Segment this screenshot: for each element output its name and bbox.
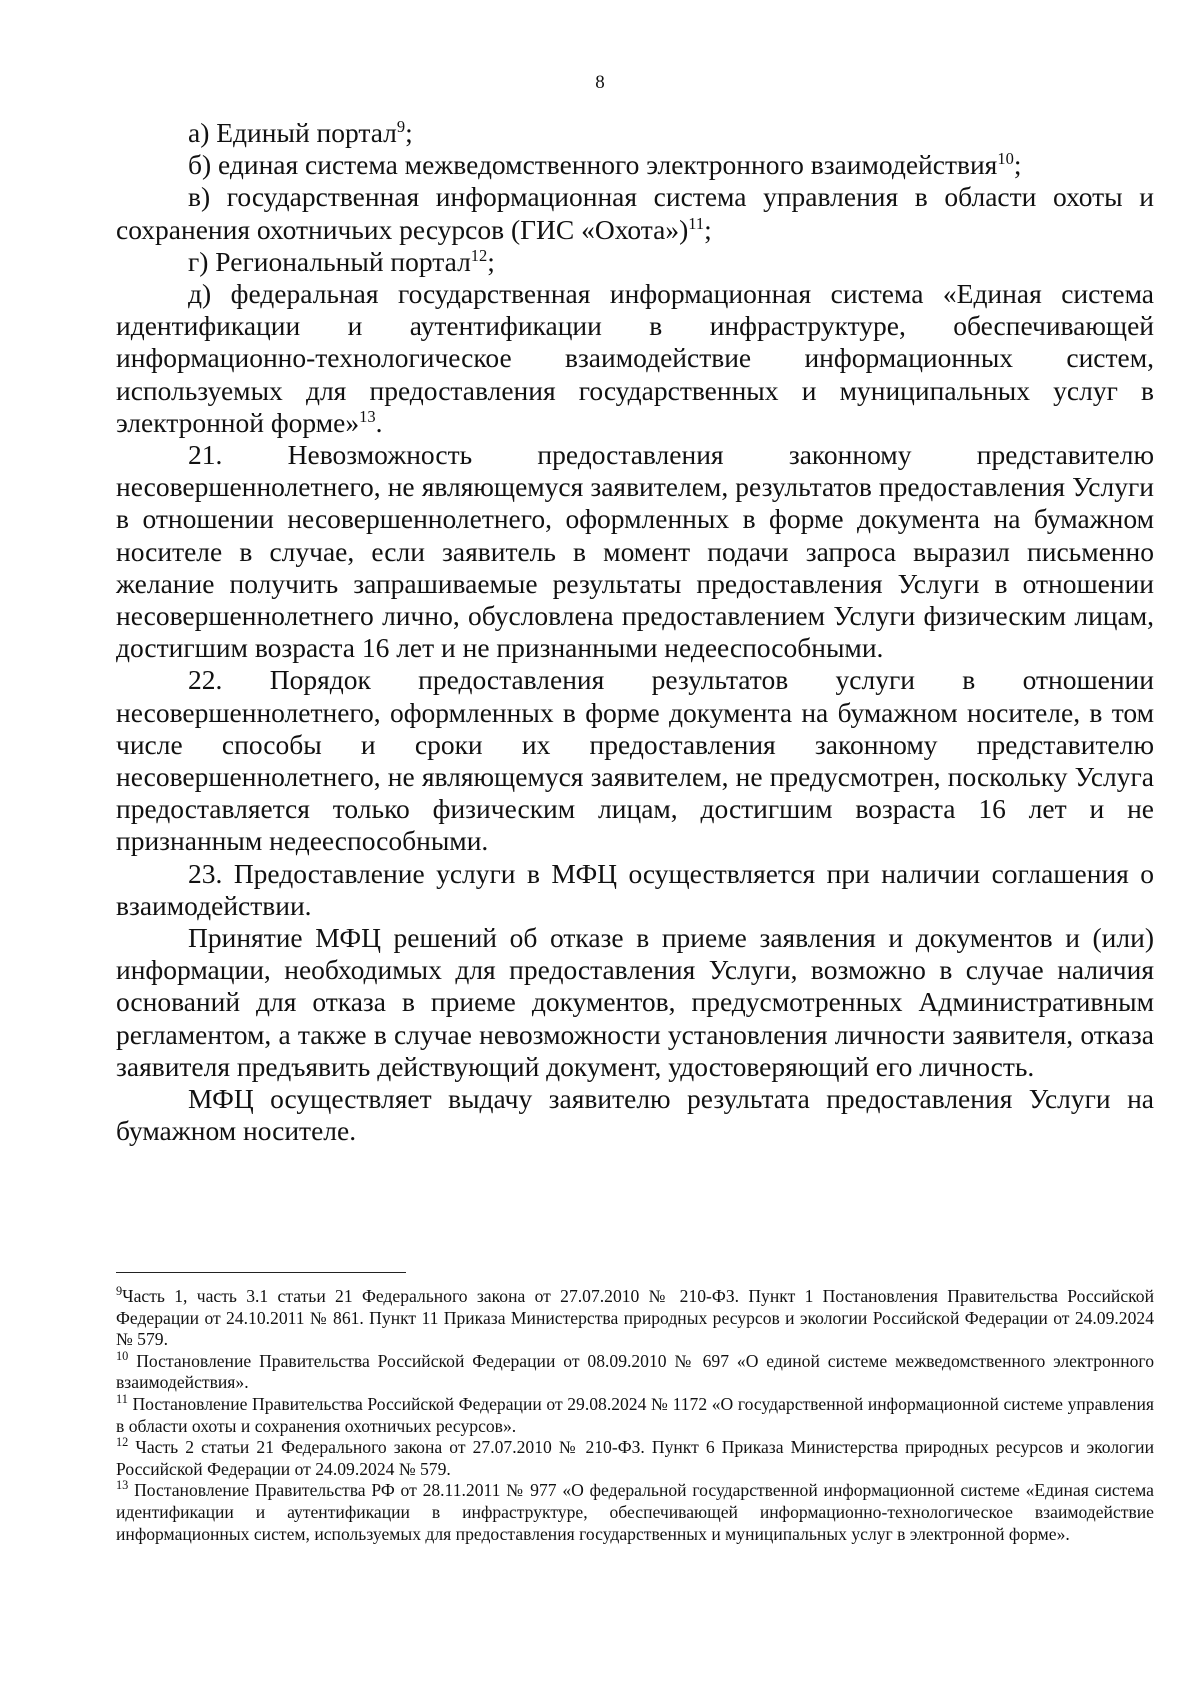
paragraph-text: в) государственная информационная система управления в области охоты и сохранения охотничьих ресурсов (ГИС «Охота») bbox=[116, 181, 1154, 245]
footnote-number: 13 bbox=[116, 1478, 129, 1493]
footnote-10 bbox=[116, 1348, 1154, 1394]
footnote-text: Постановление Правительства Российской Федерации от 08.09.2010 № 697 «О единой системе межведомственного электронного взаимодействия». bbox=[116, 1350, 1154, 1393]
main-text bbox=[116, 117, 1154, 1148]
paragraph-text: МФЦ осуществляет выдачу заявителю результата предоставления Услуги на бумажном носителе. bbox=[116, 1083, 1154, 1147]
paragraph-21 bbox=[116, 439, 1154, 664]
page-number: 8 bbox=[595, 72, 605, 93]
paragraph-text: г) Региональный портал bbox=[188, 245, 471, 277]
paragraph-text: 23. Предоставление услуги в МФЦ осуществляется при наличии соглашения о взаимодействии. bbox=[116, 857, 1154, 921]
footnote-number: 10 bbox=[116, 1348, 129, 1363]
footnote-separator bbox=[116, 1272, 406, 1273]
footnote-11 bbox=[116, 1394, 1154, 1437]
footnote-13 bbox=[116, 1480, 1154, 1545]
paragraph-text: Принятие МФЦ решений об отказе в приеме заявления и документов и (или) информации, необходимых для предоставления Услуги, возможно в случае наличия оснований для отказа в приеме документов, предусмотренных Административным регламентом, а также в случае невозможности установления личности заявителя, отказа заявителя предъявить действующий документ, удостоверяющий его личность. bbox=[116, 922, 1154, 1082]
paragraph-text: б) единая система межведомственного электронного взаимодействия bbox=[188, 149, 998, 181]
paragraph-item-a bbox=[116, 117, 1154, 149]
footnote-ref: 13 bbox=[359, 406, 376, 426]
paragraph-text: 21. Невозможность предоставления законному представителю несовершеннолетнего, не являющемуся заявителем, результатов предоставления Услуги в отношении несовершеннолетнего, оформленных в форме документа на бумажном носителе в случае, если заявитель в момент подачи запроса выразил письменно желание получить запрашиваемые результаты предоставления Услуги в отношении несовершеннолетнего лично, обусловлена предоставлением Услуги физическим лицам, достигшим возраста 16 лет и не признанными недееспособными. bbox=[116, 439, 1154, 664]
paragraph-tail: ; bbox=[704, 213, 712, 245]
footnote-ref: 12 bbox=[470, 245, 488, 265]
footnote-12 bbox=[116, 1437, 1154, 1480]
footnote-ref: 10 bbox=[997, 149, 1014, 169]
footnotes bbox=[116, 1286, 1154, 1545]
paragraph-mfc-refusal bbox=[116, 922, 1154, 1083]
footnote-number: 9 bbox=[116, 1284, 123, 1299]
footnote-number: 11 bbox=[116, 1392, 128, 1407]
paragraph-item-v bbox=[116, 181, 1154, 245]
footnote-text: Часть 1, часть 3.1 статьи 21 Федерального закона от 27.07.2010 № 210-ФЗ. Пункт 1 Постановления Правительства Российской Федерации от 24.10.2011 № 861. Пункт 11 Приказа Министерства природных ресурсов и экологии Российской Федерации от 24.09.2024 № 579. bbox=[116, 1286, 1154, 1350]
paragraph-tail: ; bbox=[1013, 149, 1022, 181]
paragraph-mfc-issue bbox=[116, 1083, 1154, 1147]
paragraph-tail: ; bbox=[487, 245, 495, 277]
paragraph-item-g bbox=[116, 246, 1154, 278]
paragraph-tail: . bbox=[375, 406, 383, 438]
paragraph-text: а) Единый портал bbox=[188, 117, 397, 148]
footnote-ref: 9 bbox=[396, 116, 406, 136]
footnote-9 bbox=[116, 1286, 1154, 1351]
paragraph-item-b bbox=[116, 149, 1154, 181]
paragraph-text: д) федеральная государственная информационная система «Единая система идентификации и аутентификации в инфраструктуре, обеспечивающей информационно-технологическое взаимодействие информационных систем, используемых для предоставления государственных и муниципальных услуг в электронной форме» bbox=[116, 278, 1154, 438]
footnote-ref: 11 bbox=[688, 213, 705, 233]
paragraph-22 bbox=[116, 664, 1154, 857]
paragraph-text: 22. Порядок предоставления результатов услуги в отношении несовершеннолетнего, оформленных в форме документа на бумажном носителе, в том числе способы и сроки их предоставления законному представителю несовершеннолетнего, не являющемуся заявителем, не предусмотрен, поскольку Услуга предоставляется только физическим лицам, достигшим возраста 16 лет и не признанным недееспособными. bbox=[116, 664, 1154, 857]
footnote-text: Постановление Правительства Российской Федерации от 29.08.2024 № 1172 «О государственной информационной системе управления в области охоты и сохранения охотничьих ресурсов». bbox=[116, 1393, 1154, 1436]
footnote-text: Часть 2 статьи 21 Федерального закона от 27.07.2010 № 210-ФЗ. Пункт 6 Приказа Министерства природных ресурсов и экологии Российской Федерации от 24.09.2024 № 579. bbox=[116, 1437, 1154, 1479]
paragraph-item-d bbox=[116, 278, 1154, 439]
footnote-number: 12 bbox=[116, 1435, 129, 1450]
paragraph-tail: ; bbox=[405, 117, 413, 148]
footnote-text: Постановление Правительства РФ от 28.11.2011 № 977 «О федеральной государственной информационной системе «Единая система идентификации и аутентификации в инфраструктуре, обеспечивающей информационно-технологическое взаимодействие информационных систем, используемых для предоставления государственных и муниципальных услуг в электронной форме». bbox=[116, 1480, 1154, 1544]
paragraph-23 bbox=[116, 858, 1154, 922]
